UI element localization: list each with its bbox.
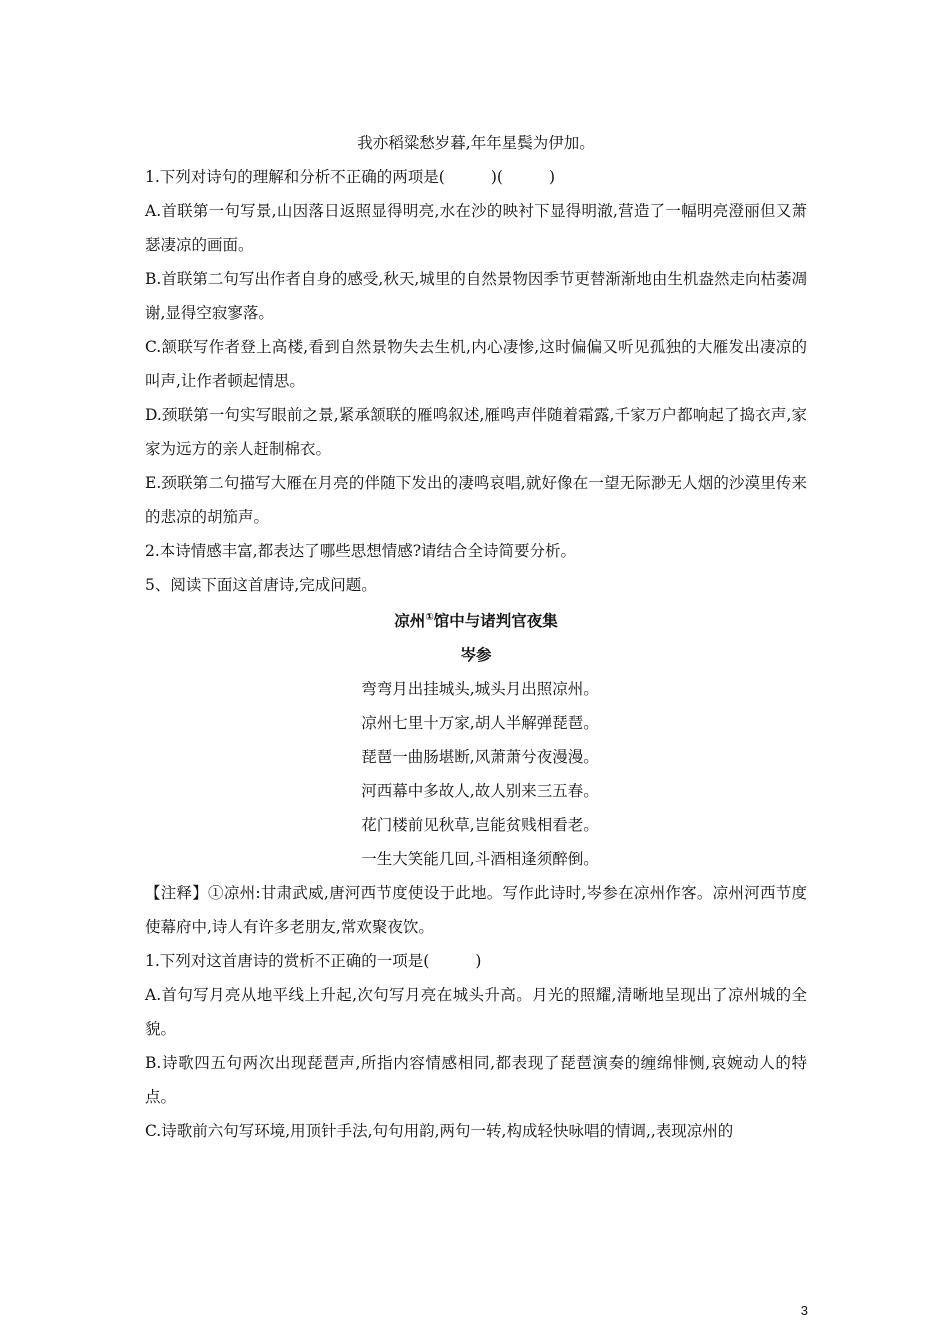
question-text: 1.下列对诗句的理解和分析不正确的两项是( <box>145 168 445 186</box>
option-a: A.首句写月亮从地平线上升起,次句写月亮在城头升高。月光的照耀,清晰地呈现出了凉州城的全貌。 <box>145 986 807 1038</box>
poem-title-part1: 凉州 <box>394 612 426 630</box>
poem-author: 岑参 <box>460 646 492 664</box>
poem-line: 花门楼前见秋草,岂能贫贱相看老。 <box>361 816 599 834</box>
footnote-marker: ① <box>425 611 434 623</box>
option-b: B.诗歌四五句两次出现琵琶声,所指内容情感相同,都表现了琵琶演奏的缠绵悱恻,哀婉动人的特点。 <box>145 1054 807 1106</box>
question-text: 1.下列对这首唐诗的赏析不正确的一项是( <box>145 952 430 970</box>
option-e: E.颈联第二句描写大雁在月亮的伴随下发出的凄鸣哀唱,就好像在一望无际渺无人烟的沙漠里传来的悲凉的胡笳声。 <box>145 474 807 526</box>
question-4-1 <box>145 160 807 194</box>
poem-closing-line: 我亦稻粱愁岁暮,年年星鬓为伊加。 <box>357 134 595 152</box>
option-c: C.颔联写作者登上高楼,看到自然景物失去生机,内心凄惨,这时偏偏又听见孤独的大雁发出凄凉的叫声,让作者顿起情思。 <box>145 338 807 390</box>
poem-line: 一生大笑能几回,斗酒相逢须醉倒。 <box>361 850 599 868</box>
poem-title <box>145 604 807 638</box>
question-text-end: ) <box>548 168 556 186</box>
poem-line: 河西幕中多故人,故人别来三五春。 <box>361 782 599 800</box>
poem-title-part2: 馆中与诸判官夜集 <box>433 612 558 630</box>
question-4-2: 2.本诗情感丰富,都表达了哪些思想情感?请结合全诗简要分析。 <box>145 542 577 560</box>
question-text-end: ) <box>475 952 482 970</box>
poem-line: 琵琶一曲肠堪断,风萧萧兮夜漫漫。 <box>361 748 599 766</box>
option-d: D.颈联第一句实写眼前之景,紧承颔联的雁鸣叙述,雁鸣声伴随着霜露,千家万户都响起了捣衣声,家家为远方的亲人赶制棉衣。 <box>145 406 807 458</box>
question-5-1 <box>145 944 807 978</box>
annotation-note: 【注释】①凉州:甘肃武威,唐河西节度使设于此地。写作此诗时,岑参在凉州作客。凉州河西节度使幕府中,诗人有许多老朋友,常欢聚夜饮。 <box>145 884 807 936</box>
poem-line: 弯弯月出挂城头,城头月出照凉州。 <box>361 680 599 698</box>
option-b: B.首联第二句写出作者自身的感受,秋天,城里的自然景物因季节更替渐渐地由生机盎然走向枯萎凋谢,显得空寂寥落。 <box>145 270 807 322</box>
page-content <box>145 126 807 1148</box>
question-text-middle: )( <box>490 168 503 186</box>
option-a: A.首联第一句写景,山因落日返照显得明亮,水在沙的映衬下显得明澈,营造了一幅明亮澄丽但又萧瑟凄凉的画面。 <box>145 202 807 254</box>
poem-line: 凉州七里十万家,胡人半解弹琵琶。 <box>361 714 599 732</box>
page-number: 3 <box>800 1303 808 1318</box>
question-5-heading: 5、阅读下面这首唐诗,完成问题。 <box>145 576 377 594</box>
option-c: C.诗歌前六句写环境,用顶针手法,句句用韵,两句一转,构成轻快咏唱的情调,,表现凉州的 <box>145 1122 734 1140</box>
